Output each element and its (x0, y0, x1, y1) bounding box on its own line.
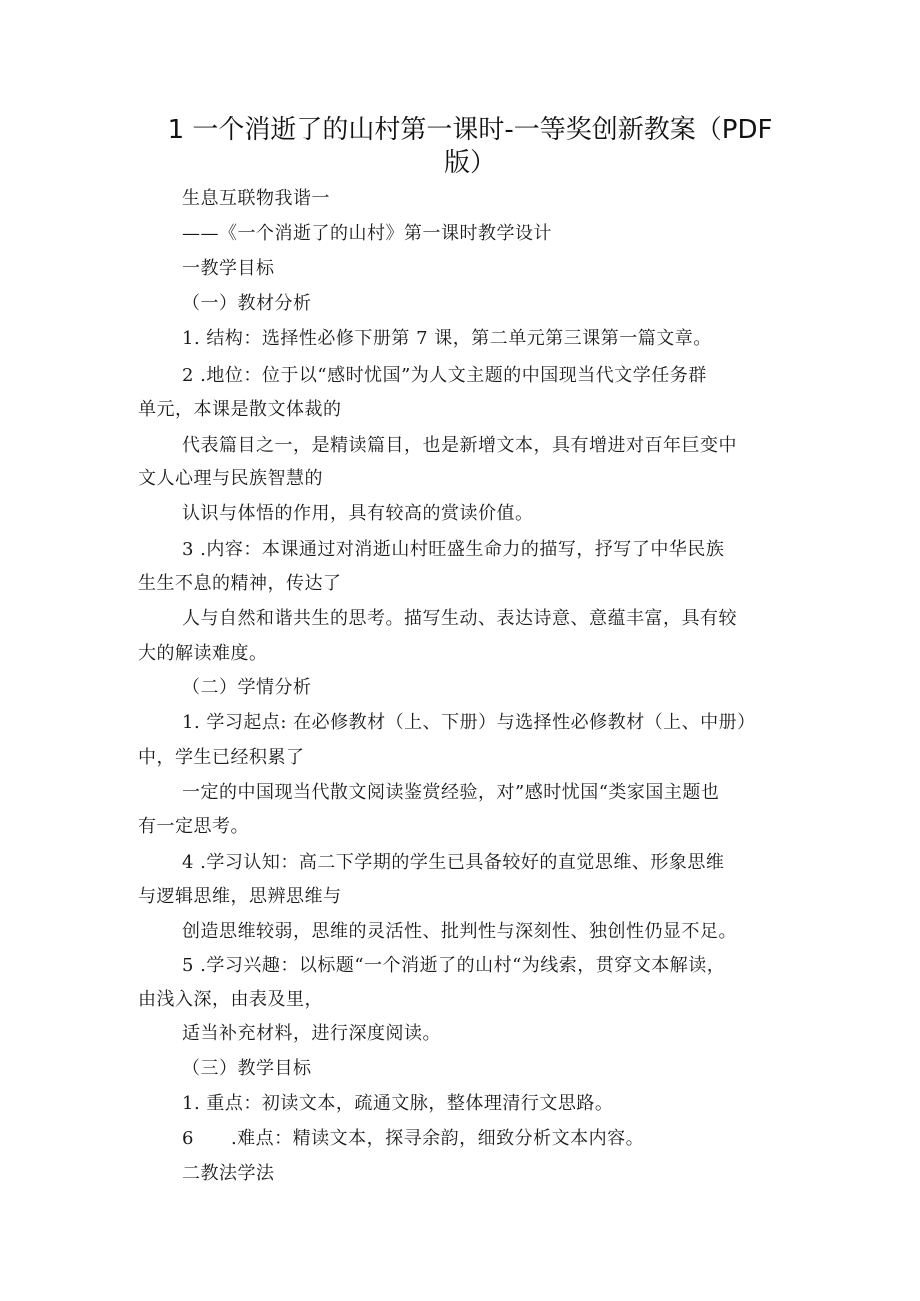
paragraph-line: 大的解读难度。 (138, 643, 268, 664)
paragraph-line: 1. 重点：初读文本，疏通文脉，整体理清行文思路。 (182, 1093, 614, 1114)
paragraph-line: 与逻辑思维，思辨思维与 (138, 886, 342, 907)
section-heading-methods: 二教法学法 (182, 1163, 275, 1184)
paragraph-line: 文人心理与民族智慧的 (138, 468, 323, 489)
paragraph-line: 创造思维较弱，思维的灵活性、批判性与深刻性、独创性仍显不足。 (182, 921, 737, 942)
document-title-line-1: 1 一个消逝了的山村第一课时-一等奖创新教案（PDF (167, 115, 773, 145)
paragraph-line: 4 .学习认知：高二下学期的学生已具备较好的直觉思维、形象思维 (182, 852, 725, 873)
paragraph-line: 一定的中国现当代散文阅读鉴赏经验，对”感时忧国“类家国主题也 (182, 782, 720, 803)
subsection-heading-goals: （三）教学目标 (182, 1058, 312, 1079)
paragraph-line: 代表篇目之一，是精读篇目，也是新增文本，具有增进对百年巨变中 (182, 435, 737, 456)
paragraph-line: 3 .内容：本课通过对消逝山村旺盛生命力的描写，抒写了中华民族 (182, 539, 725, 560)
paragraph-line: 生生不息的精神，传达了 (138, 573, 342, 594)
paragraph-line: 有一定思考。 (138, 816, 249, 837)
subtitle: 生息互联物我谐一 (182, 188, 330, 209)
paragraph-line: 6 .难点：精读文本，探寻余韵，细致分析文本内容。 (182, 1128, 645, 1149)
paragraph-line: 1. 学习起点: 在必修教材（上、下册）与选择性必修教材（上、中册） (182, 712, 756, 733)
paragraph-line: 5 .学习兴趣：以标题“一个消逝了的山村“为线索，贯穿文本解读， (182, 955, 726, 976)
paragraph-line: 由浅入深，由表及里， (138, 989, 323, 1010)
subsection-heading-students: （二）学情分析 (182, 677, 312, 698)
paragraph-line: 2 .地位：位于以“感时忧国”为人文主题的中国现当代文学任务群 (182, 365, 707, 386)
paragraph-line: 单元，本课是散文体裁的 (138, 399, 342, 420)
section-heading-objectives: 一教学目标 (182, 258, 275, 279)
subtitle-course: ——《一个消逝了的山村》第一课时教学设计 (182, 223, 552, 244)
subsection-heading-material: （一）教材分析 (182, 293, 312, 314)
document-title-line-2: 版） (443, 148, 496, 178)
paragraph-line: 人与自然和谐共生的思考。描写生动、表达诗意、意蕴丰富，具有较 (182, 608, 737, 629)
paragraph-line: 中，学生已经积累了 (138, 747, 305, 768)
paragraph-line: 认识与体悟的作用，具有较高的赏读价值。 (182, 503, 534, 524)
paragraph-line: 1. 结构：选择性必修下册第 7 课，第二单元第三课第一篇文章。 (182, 328, 712, 349)
paragraph-line: 适当补充材料，进行深度阅读。 (182, 1023, 441, 1044)
